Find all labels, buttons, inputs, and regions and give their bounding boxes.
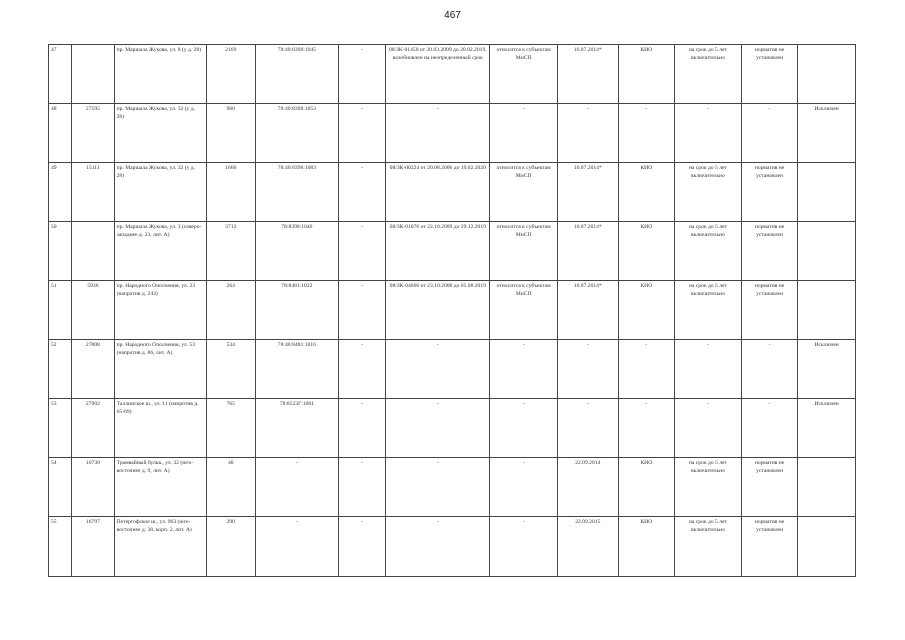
date-cell: 16.07.2014* (557, 163, 618, 222)
authority-cell: КИО (618, 281, 675, 340)
cadastral-number: 78:40:8398:1053 (256, 104, 339, 163)
row-number: 48 (49, 104, 72, 163)
column-6-cell: - (338, 222, 385, 281)
date-cell: 22.09.2014 (557, 458, 618, 517)
register-table (48, 44, 856, 577)
length-cell: 2169 (206, 45, 255, 104)
smb-status-cell: относится к субъектам МиСП (490, 163, 558, 222)
registry-number: 5936 (72, 281, 114, 340)
length-cell: 264 (206, 281, 255, 340)
cadastral-number: 78:40:8398:1083 (256, 163, 339, 222)
norm-cell: норматив не установлен (741, 163, 798, 222)
norm-cell: норматив не установлен (741, 222, 798, 281)
column-6-cell: - (338, 281, 385, 340)
cadastral-number: 78:8398:1040 (256, 222, 339, 281)
row-number: 55 (49, 517, 72, 577)
document-cell: - (386, 104, 490, 163)
address-cell: пр. Народного Ополчения, ул. 23 (напротив д. 243) (114, 281, 206, 340)
norm-cell: норматив не установлен (741, 281, 798, 340)
row-number: 49 (49, 163, 72, 222)
note-cell (798, 517, 856, 577)
norm-cell: - (741, 104, 798, 163)
column-6-cell: - (338, 399, 385, 458)
note-cell: Исключен (798, 399, 856, 458)
address-cell: пр. Маршала Жукова, ул. 8 (у д. 28) (114, 45, 206, 104)
address-cell: пр. Маршала Жукова, ул. 3 (северо-западнее д. 23, лит. А) (114, 222, 206, 281)
address-cell: Трамвайный бульв., ул. 32 (юго-восточнее д. 9, лит. А) (114, 458, 206, 517)
table-row (49, 458, 856, 517)
document-cell: - (386, 458, 490, 517)
page-number: 467 (444, 10, 461, 21)
document-cell: - (386, 517, 490, 577)
note-cell (798, 458, 856, 517)
term-cell: на срок до 5 лет включительно (675, 458, 742, 517)
authority-cell: КИО (618, 458, 675, 517)
term-cell: на срок до 5 лет включительно (675, 45, 742, 104)
authority-cell: КИО (618, 163, 675, 222)
table-row (49, 45, 856, 104)
cadastral-number: - (256, 517, 339, 577)
smb-status-cell: относится к субъектам МиСП (490, 45, 558, 104)
cadastral-number: 78:40:8398:1045 (256, 45, 339, 104)
document-cell: 08/ЗК-00224 от 20.08.2006 до 19.02.2020 (386, 163, 490, 222)
table-row (49, 222, 856, 281)
length-cell: 290 (206, 517, 255, 577)
column-6-cell: - (338, 104, 385, 163)
table-row (49, 163, 856, 222)
note-cell (798, 222, 856, 281)
row-number: 51 (49, 281, 72, 340)
table-row (49, 517, 856, 577)
registry-number: 27808 (72, 340, 114, 399)
norm-cell: норматив не установлен (741, 45, 798, 104)
length-cell: 3712 (206, 222, 255, 281)
address-cell: Петергофское ш., ул. 963 (юго-восточнее д. 38, корп. 2, лит. А) (114, 517, 206, 577)
cadastral-number: 78:8523Г:1001 (256, 399, 339, 458)
row-number: 50 (49, 222, 72, 281)
length-cell: 1660 (206, 163, 255, 222)
term-cell: на срок до 5 лет включительно (675, 517, 742, 577)
authority-cell: - (618, 340, 675, 399)
row-number: 52 (49, 340, 72, 399)
table-row (49, 399, 856, 458)
norm-cell: - (741, 340, 798, 399)
address-cell: Таллинское ш., ул. 11 (напротив д. 65-69) (114, 399, 206, 458)
date-cell: 16.07.2014* (557, 222, 618, 281)
address-cell: пр. Народного Ополчения, ул. 53 (напротив д. 86, лит. А) (114, 340, 206, 399)
authority-cell: - (618, 399, 675, 458)
column-6-cell: - (338, 163, 385, 222)
registry-number: 16797 (72, 517, 114, 577)
date-cell: - (557, 340, 618, 399)
document-cell: - (386, 399, 490, 458)
length-cell: 534 (206, 340, 255, 399)
column-6-cell: - (338, 340, 385, 399)
term-cell: на срок до 5 лет включительно (675, 222, 742, 281)
note-cell (798, 163, 856, 222)
authority-cell: КИО (618, 45, 675, 104)
term-cell: - (675, 399, 742, 458)
registry-number: 15111 (72, 163, 114, 222)
smb-status-cell: - (490, 104, 558, 163)
term-cell: - (675, 104, 742, 163)
table-row (49, 281, 856, 340)
document-cell: - (386, 340, 490, 399)
document-cell: 08/ЗК-01450 от 20.03.2009 до 20.02.2019, возобновлен на неопределенный срок (386, 45, 490, 104)
document-cell: 08/ЗК-04666 от 23.10.2008 до 05.08.2019 (386, 281, 490, 340)
term-cell: на срок до 5 лет включительно (675, 163, 742, 222)
date-cell: - (557, 399, 618, 458)
length-cell: 40 (206, 458, 255, 517)
length-cell: 765 (206, 399, 255, 458)
length-cell: 960 (206, 104, 255, 163)
smb-status-cell: относится к субъектам МиСП (490, 281, 558, 340)
column-6-cell: - (338, 458, 385, 517)
note-cell: Исключен (798, 340, 856, 399)
cadastral-number: 78:8481:1022 (256, 281, 339, 340)
smb-status-cell: относится к субъектам МиСП (490, 222, 558, 281)
row-number: 53 (49, 399, 72, 458)
registry-number: 16730 (72, 458, 114, 517)
term-cell: на срок до 5 лет включительно (675, 281, 742, 340)
date-cell: 16.07.2014* (557, 45, 618, 104)
table-row (49, 104, 856, 163)
note-cell (798, 281, 856, 340)
column-6-cell: - (338, 517, 385, 577)
note-cell: Исключен (798, 104, 856, 163)
authority-cell: - (618, 104, 675, 163)
row-number: 54 (49, 458, 72, 517)
registry-number (72, 45, 114, 104)
smb-status-cell: - (490, 340, 558, 399)
registry-number: 27902 (72, 399, 114, 458)
cadastral-number: - (256, 458, 339, 517)
registry-number (72, 222, 114, 281)
date-cell: - (557, 104, 618, 163)
note-cell (798, 45, 856, 104)
norm-cell: норматив не установлен (741, 458, 798, 517)
cadastral-number: 78:40:8481:1016 (256, 340, 339, 399)
document-cell: 08/ЗК-01076 от 22.10.2009 до 29.12.2019 (386, 222, 490, 281)
date-cell: 16.07.2014* (557, 281, 618, 340)
authority-cell: КИО (618, 517, 675, 577)
norm-cell: норматив не установлен (741, 517, 798, 577)
smb-status-cell: - (490, 517, 558, 577)
smb-status-cell: - (490, 399, 558, 458)
registry-number: 27595 (72, 104, 114, 163)
authority-cell: КИО (618, 222, 675, 281)
term-cell: - (675, 340, 742, 399)
row-number: 47 (49, 45, 72, 104)
column-6-cell: - (338, 45, 385, 104)
address-cell: пр. Маршала Жукова, ул. 32 (у д. 28) (114, 104, 206, 163)
smb-status-cell: - (490, 458, 558, 517)
date-cell: 22.09.2015 (557, 517, 618, 577)
norm-cell: - (741, 399, 798, 458)
address-cell: пр. Маршала Жукова, ул. 32 (у д. 28) (114, 163, 206, 222)
table-row (49, 340, 856, 399)
